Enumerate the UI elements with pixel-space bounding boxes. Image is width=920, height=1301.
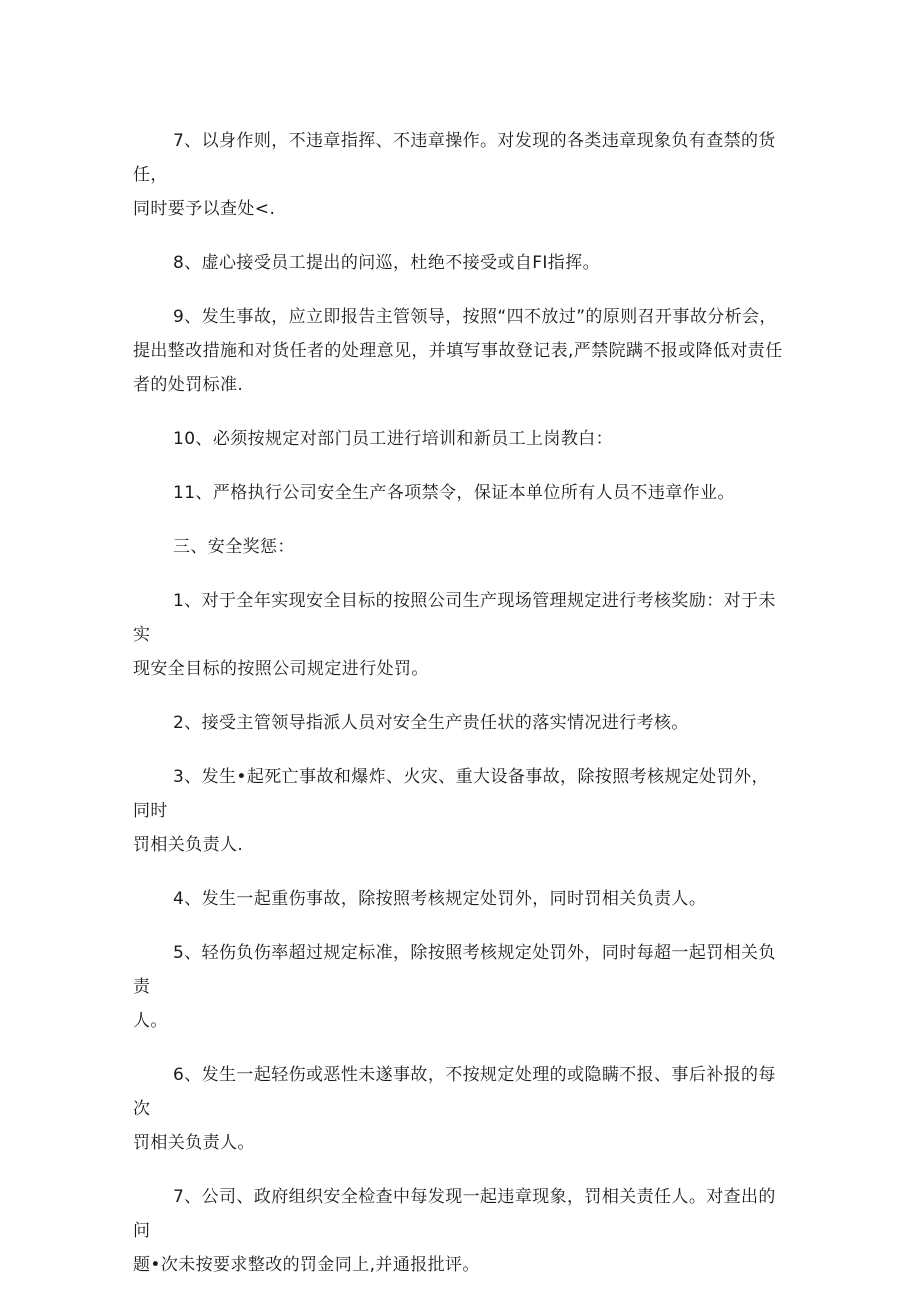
paragraph-item-11 (133, 476, 783, 510)
paragraph-item-8 (133, 246, 783, 280)
text-line: 8、虚心接受员工提出的问巡，杜绝不接受或自FI指挥。 (173, 253, 601, 273)
text-line: 4、发生一起重伤事故，除按照考核规定处罚外，同时罚相关负责人。 (173, 889, 707, 909)
section-heading-rewards-penalties (133, 530, 783, 564)
text-line: 10、必须按规定对部门员工进行培训和新员工上岗教白： (173, 429, 614, 449)
text-line: 题•次未按要求整改的罚金同上,并通报批评。 (133, 1255, 480, 1275)
paragraph-item-10 (133, 422, 783, 456)
text-line: 三、安全奖惩： (173, 537, 295, 557)
text-line: 人。 (133, 1011, 168, 1031)
text-line: 11、严格执行公司安全生产各项禁令，保证本单位所有人员不违章作业。 (173, 483, 735, 503)
text-line: 7、以身作则，不违章指挥、不违章操作。对发现的各类违章现象负有查禁的货任， (133, 131, 776, 185)
text-line: 者的处罚标准. (133, 375, 244, 395)
paragraph-reward-7 (133, 1180, 783, 1282)
paragraph-item-9 (133, 300, 783, 402)
paragraph-reward-6 (133, 1058, 783, 1160)
text-line: 7、公司、政府组织安全检查中每发现一起违章现象，罚相关责任人。对查出的问 (133, 1187, 776, 1241)
text-line: 5、轻伤负伤率超过规定标准，除按照考核规定处罚外，同时每超一起罚相关负责 (133, 943, 776, 997)
text-line: 现安全目标的按照公司规定进行处罚。 (133, 659, 429, 679)
paragraph-reward-5 (133, 936, 783, 1038)
text-line: 6、发生一起轻伤或恶性未遂事故，不按规定处理的或隐瞒不报、事后补报的每次 (133, 1065, 776, 1119)
paragraph-reward-1 (133, 584, 783, 686)
text-line: 罚相关负责人. (133, 835, 244, 855)
paragraph-reward-4 (133, 882, 783, 916)
text-line: 同时要予以查处<. (133, 199, 276, 219)
text-line: 提出整改措施和对货任者的处理意见，并填写事故登记表,严禁院蹒不报或降低对责任 (133, 341, 783, 361)
document-body (133, 124, 783, 1282)
text-line: 3、发生•起死亡事故和爆炸、火灾、重大设备事故，除按照考核规定处罚外，同时 (133, 767, 769, 821)
paragraph-item-7-conduct (133, 124, 783, 226)
paragraph-reward-2 (133, 706, 783, 740)
text-line: 9、发生事故，应立即报告主管领导，按照“四不放过”的原则召开事故分析会， (173, 307, 777, 327)
text-line: 2、接受主管领导指派人员对安全生产贵任状的落实情况进行考核。 (173, 713, 689, 733)
text-line: 1、对于全年实现安全目标的按照公司生产现场管理规定进行考核奖励：对于未实 (133, 591, 776, 645)
text-line: 罚相关负责人。 (133, 1133, 255, 1153)
paragraph-reward-3 (133, 760, 783, 862)
